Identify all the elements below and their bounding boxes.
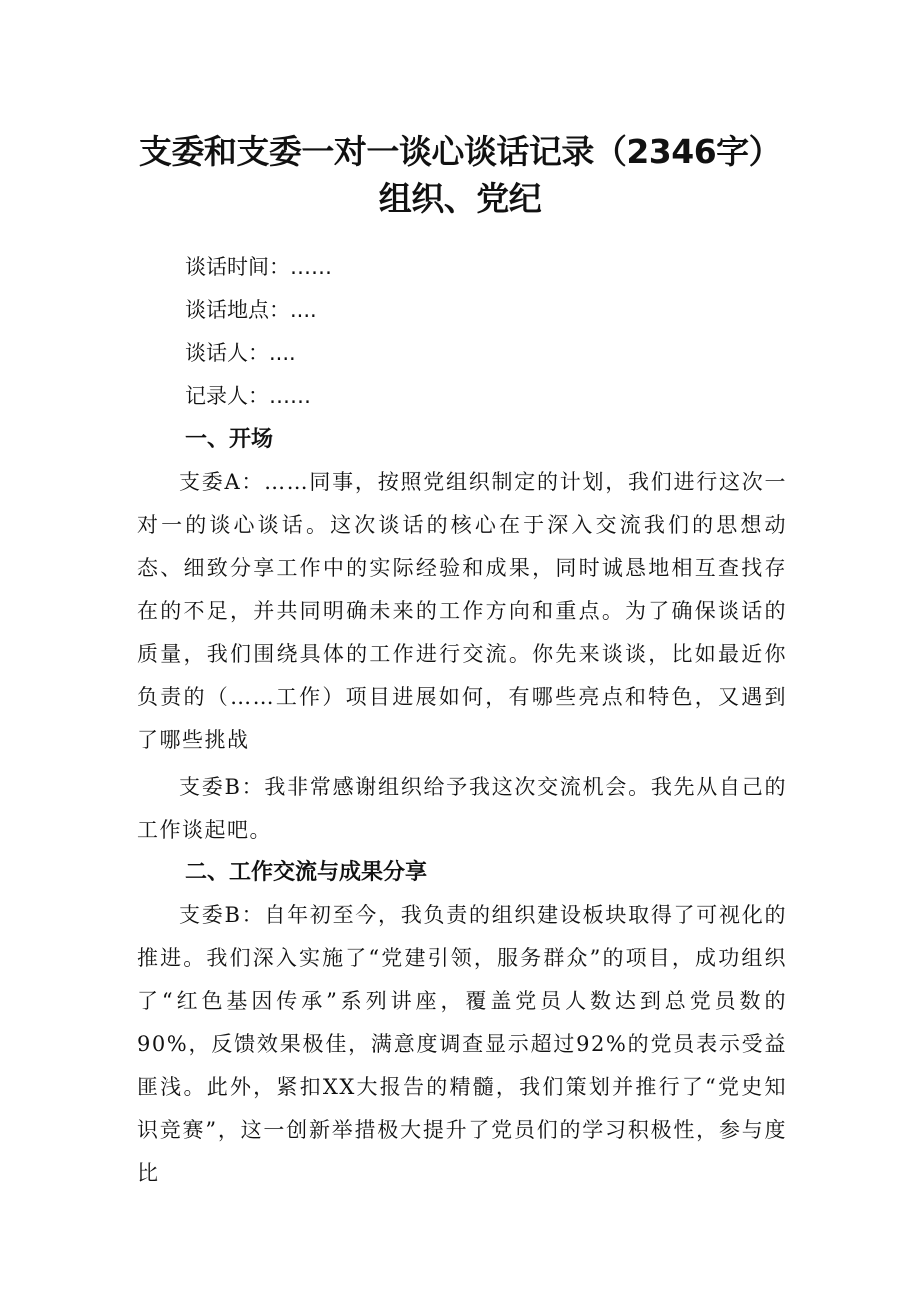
meta-talk-speaker: 谈话人：.... (185, 341, 296, 365)
meta-talk-time: 谈话时间：…… (185, 255, 332, 279)
document-title-line-2: 组织、党纪 (378, 179, 542, 218)
paragraph-opening-a: 支委A：……同事，按照党组织制定的计划，我们进行这次一对一的谈心谈话。这次谈话的核心在于深入交流我们的思想动态、细致分享工作中的实际经验和成果，同时诚恳地相互查找存在的不足，并共同明确未来的工作方向和重点。为了确保谈话的质量，我们围绕具体的工作进行交流。你先来谈谈，比如最近你负责的（……工作）项目进展如何，有哪些亮点和特色，又遇到了哪些挑战 (137, 470, 787, 752)
meta-talk-place: 谈话地点：.... (185, 298, 317, 322)
section-heading-work-exchange: 二、工作交流与成果分享 (185, 860, 428, 885)
section-heading-opening: 一、开场 (185, 427, 274, 452)
paragraph-opening-b: 支委B：我非常感谢组织给予我这次交流机会。我先从自己的工作谈起吧。 (137, 775, 787, 842)
meta-recorder: 记录人：…… (185, 384, 311, 408)
document-title-line-1: 支委和支委一对一谈心谈话记录（2346字） (138, 132, 782, 171)
paragraph-work-exchange-b: 支委B：自年初至今，我负责的组织建设板块取得了可视化的推进。我们深入实施了“党建引领，服务群众”的项目，成功组织了“红色基因传承”系列讲座，覆盖党员人数达到总党员数的90%，反馈效果极佳，满意度调查显示超过92%的党员表示受益匪浅。此外，紧扣XX大报告的精髓，我们策划并推行了“党史知识竞赛”，这一创新举措极大提升了党员们的学习积极性，参与度比 (137, 903, 787, 1185)
